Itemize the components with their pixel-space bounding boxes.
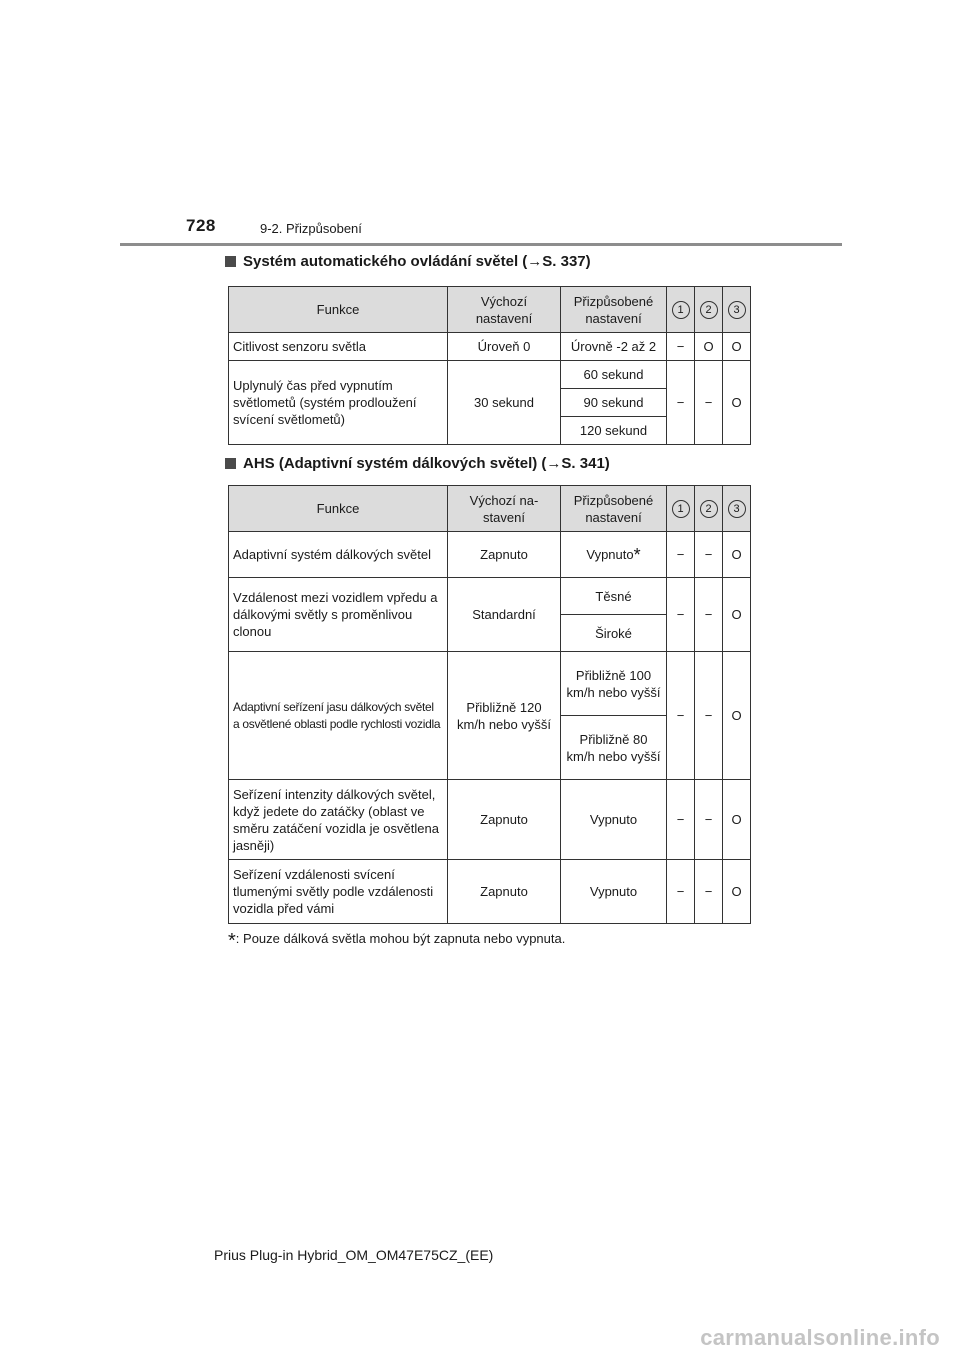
cell-default: 30 sekund (448, 361, 561, 445)
cell-custom: Vypnuto (561, 860, 667, 924)
cell-c3: O (723, 532, 751, 578)
cell-default: Zapnuto (448, 860, 561, 924)
cell-funkce: Citlivost senzoru světla (229, 333, 448, 361)
section-label: 9-2. Přizpůsobení (260, 221, 362, 236)
section2-heading (225, 455, 610, 472)
table-row (229, 532, 751, 578)
page-number: 728 (186, 216, 216, 235)
circled-3-icon: 3 (728, 301, 746, 319)
table-row (229, 780, 751, 860)
cell-c1: − (667, 652, 695, 780)
footnote-star: * (228, 930, 236, 952)
table-header-row (229, 287, 751, 333)
col-funkce: Funkce (229, 486, 448, 532)
cell-default: Standardní (448, 578, 561, 652)
cell-c1: − (667, 532, 695, 578)
cell-c2: − (695, 860, 723, 924)
cell-c2: − (695, 361, 723, 445)
cell-custom: 60 sekund (561, 361, 667, 389)
cell-c3: O (723, 860, 751, 924)
col-funkce: Funkce (229, 287, 448, 333)
cell-custom: Přibližně 80 km/h nebo vyšší (561, 716, 667, 780)
cell-custom: Přibližně 100 km/h nebo vyšší (561, 652, 667, 716)
cell-default: Přibližně 120 km/h nebo vyšší (448, 652, 561, 780)
cell-c3: O (723, 652, 751, 780)
cell-funkce: Seřízení intenzity dálkových světel, když jedete do zatáčky (oblast ve směru zatáčení vozidla je osvětlena jasněji) (229, 780, 448, 860)
cell-c3: O (723, 780, 751, 860)
custom-value: Vypnuto (586, 547, 634, 562)
circled-3-icon: 3 (728, 500, 746, 518)
cell-c1: − (667, 333, 695, 361)
col-default: Výchozí na-stavení (448, 486, 561, 532)
table-row (229, 361, 751, 389)
cell-default: Zapnuto (448, 532, 561, 578)
col-default: Výchozí nastavení (448, 287, 561, 333)
cell-custom (561, 532, 667, 578)
table-header-row (229, 486, 751, 532)
cell-custom: Široké (561, 615, 667, 652)
section1-table (228, 286, 751, 445)
cell-c3: O (723, 361, 751, 445)
cell-custom: 90 sekund (561, 389, 667, 417)
col-custom: Přizpůsobené nastavení (561, 486, 667, 532)
circled-1-icon: 1 (672, 500, 690, 518)
watermark: carmanualsonline.info (700, 1325, 940, 1350)
footnote-text: : Pouze dálková světla mohou být zapnuta nebo vypnuta. (235, 931, 566, 946)
col-custom: Přizpůsobené nastavení (561, 287, 667, 333)
cell-c3: O (723, 333, 751, 361)
cell-funkce: Adaptivní seřízení jasu dálkových světel a osvětlené oblasti podle rychlosti vozidla (229, 652, 448, 780)
col-2 (695, 486, 723, 532)
cell-custom: Úrovně -2 až 2 (561, 333, 667, 361)
col-1 (667, 287, 695, 333)
cell-default: Úroveň 0 (448, 333, 561, 361)
cell-c1: − (667, 780, 695, 860)
cell-c2: − (695, 652, 723, 780)
circled-1-icon: 1 (672, 301, 690, 319)
table-row (229, 333, 751, 361)
cell-c2: O (695, 333, 723, 361)
cell-custom: Těsné (561, 578, 667, 615)
cell-c1: − (667, 361, 695, 445)
cell-custom: Vypnuto (561, 780, 667, 860)
section1-heading-text: Systém automatického ovládání světel (→S. 337) (243, 253, 591, 270)
cell-custom: 120 sekund (561, 417, 667, 445)
col-3 (723, 486, 751, 532)
cell-funkce: Vzdálenost mezi vozidlem vpředu a dálkovými světly s proměnlivou clonou (229, 578, 448, 652)
heading-bullet-icon (225, 458, 236, 469)
cell-c3: O (723, 578, 751, 652)
table-row (229, 652, 751, 716)
cell-c2: − (695, 780, 723, 860)
cell-funkce: Uplynulý čas před vypnutím světlometů (systém prodloužení svícení světlometů) (229, 361, 448, 445)
section2-heading-text: AHS (Adaptivní systém dálkových světel) (→S. 341) (243, 455, 610, 472)
cell-funkce: Adaptivní systém dálkových světel (229, 532, 448, 578)
section1-heading (225, 253, 591, 270)
table-row (229, 860, 751, 924)
heading-bullet-icon (225, 256, 236, 267)
col-1 (667, 486, 695, 532)
table-row (229, 578, 751, 615)
cell-c2: − (695, 532, 723, 578)
cell-c1: − (667, 860, 695, 924)
circled-2-icon: 2 (700, 301, 718, 319)
header-rule (120, 243, 842, 246)
cell-c1: − (667, 578, 695, 652)
footer-model: Prius Plug-in Hybrid_OM_OM47E75CZ_(EE) (214, 1247, 494, 1263)
footnote-star: * (633, 545, 641, 565)
col-3 (723, 287, 751, 333)
cell-funkce: Seřízení vzdálenosti svícení tlumenými světly podle vzdálenosti vozidla před vámi (229, 860, 448, 924)
section2-table (228, 485, 751, 924)
circled-2-icon: 2 (700, 500, 718, 518)
cell-c2: − (695, 578, 723, 652)
footnote (228, 930, 565, 953)
col-2 (695, 287, 723, 333)
cell-default: Zapnuto (448, 780, 561, 860)
